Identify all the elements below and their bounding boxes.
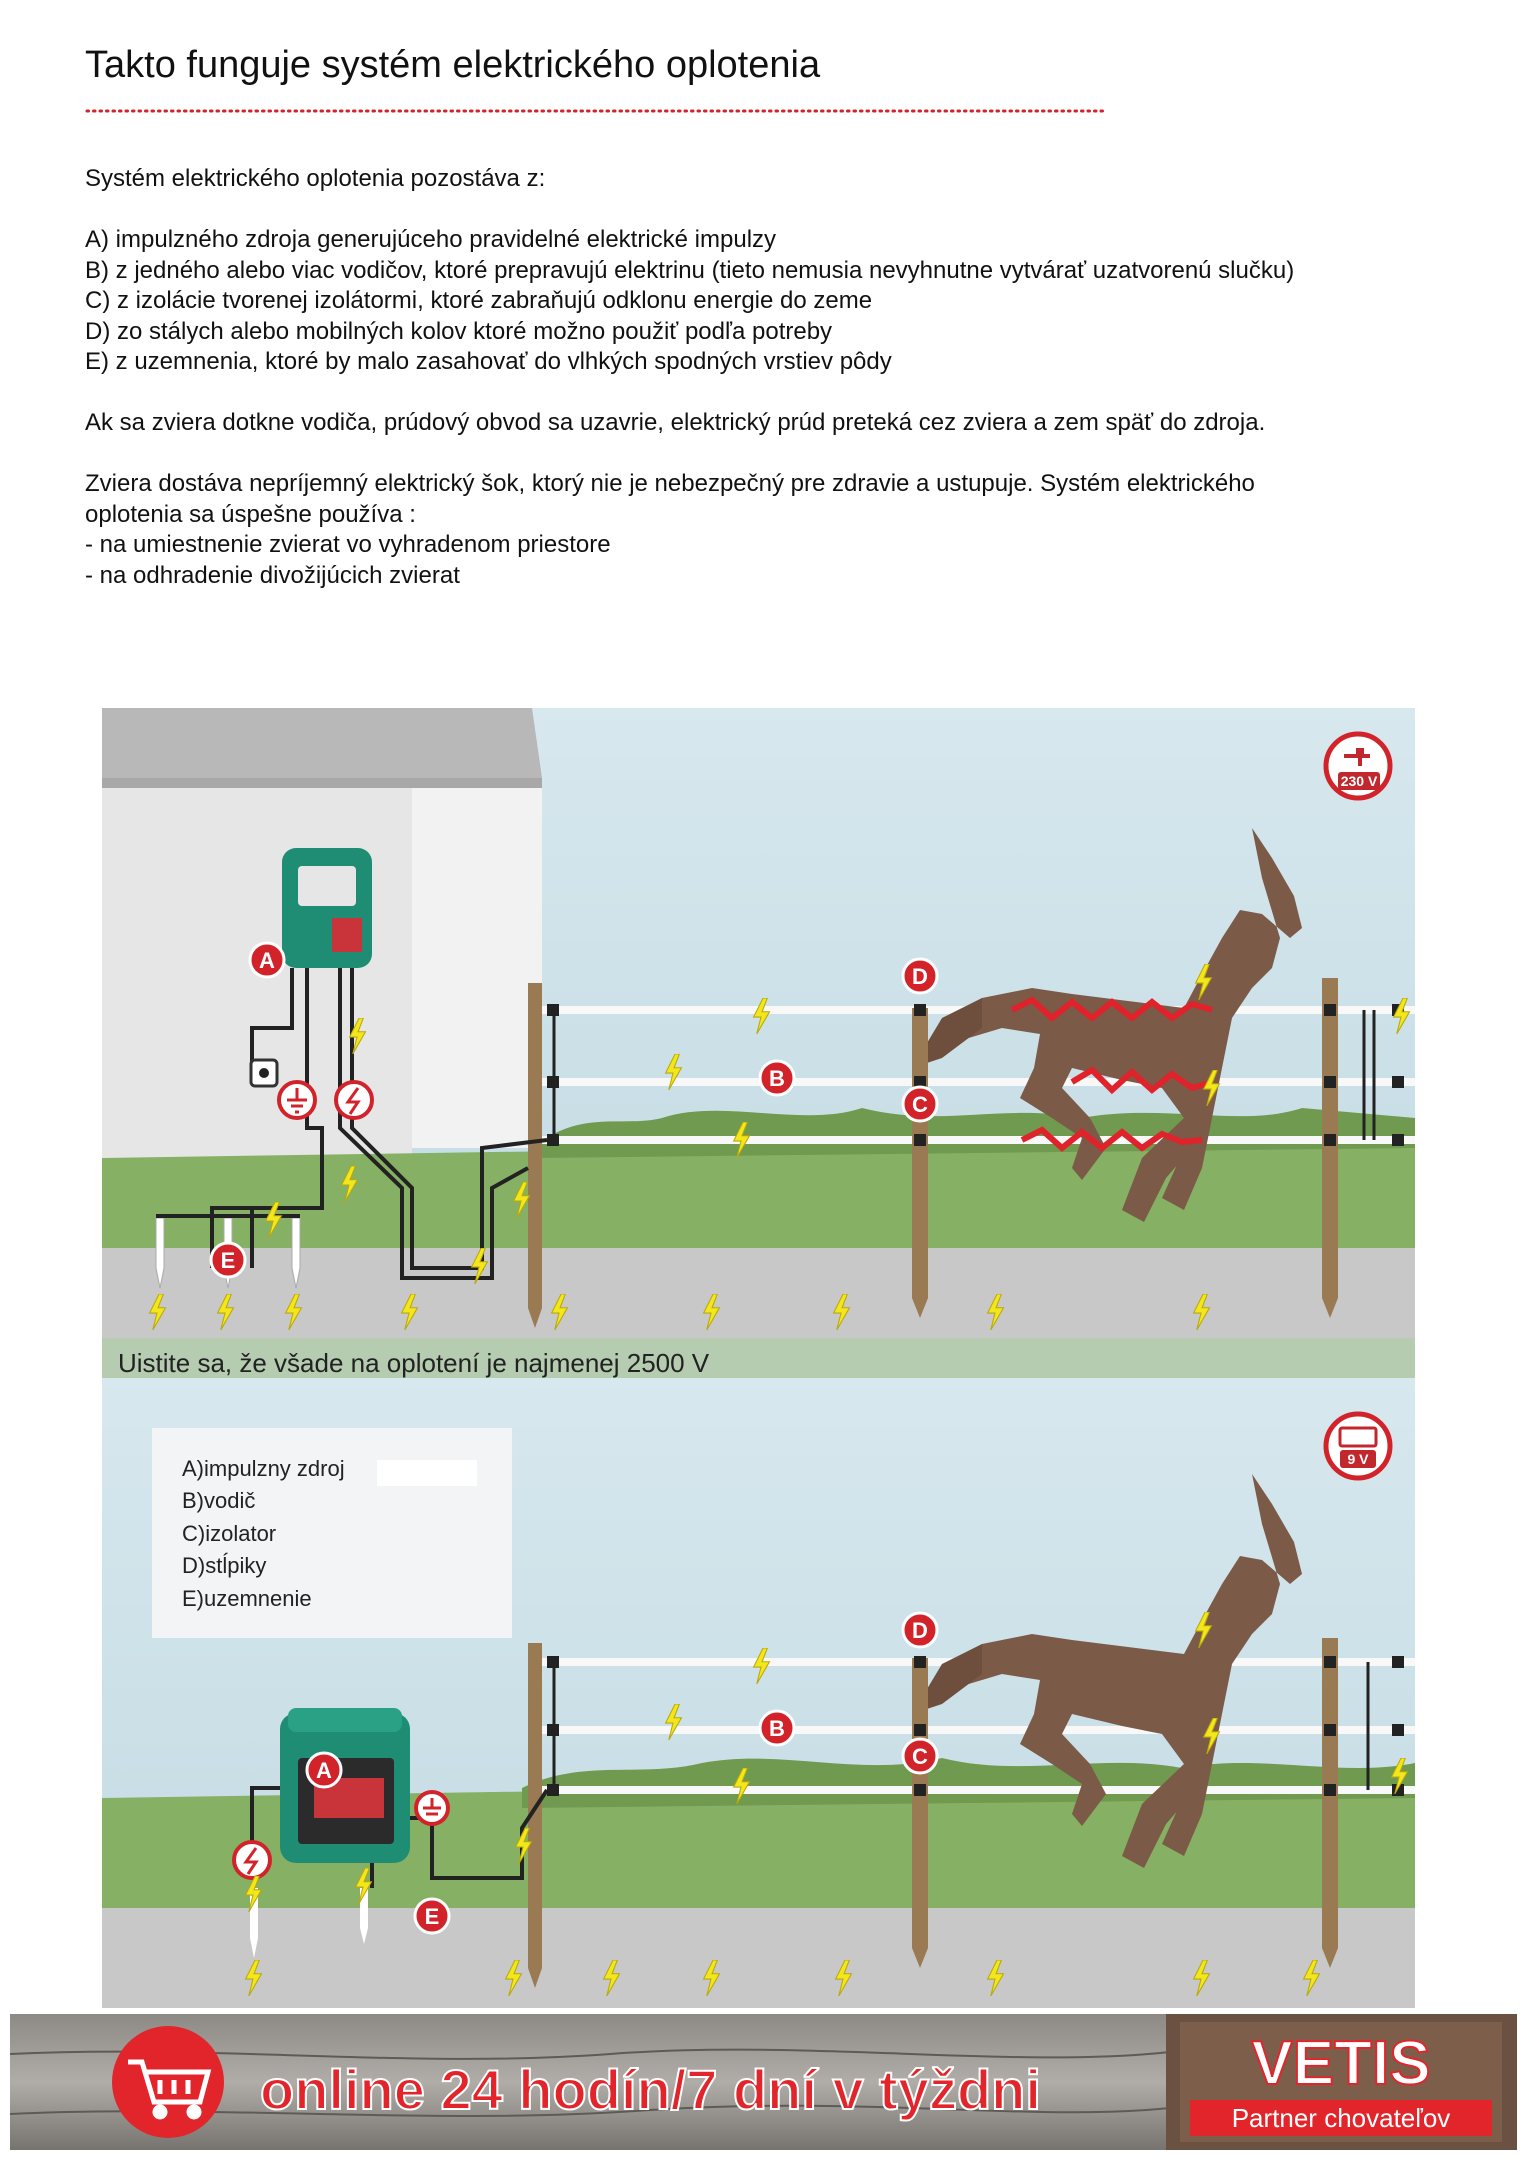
battery-badge — [1326, 1414, 1390, 1478]
component-item-d: D) zo stálych alebo mobilných kolov ktoré možno použiť podľa potreby — [85, 317, 833, 345]
label-a-bottom — [307, 1753, 341, 1787]
svg-text:D: D — [912, 1618, 928, 1643]
intro-text — [85, 164, 1294, 591]
lightning-symbol-icon — [336, 1082, 372, 1118]
legend-item-a: A)impulzny zdroj — [182, 1456, 345, 1481]
promo-banner[interactable] — [10, 2014, 1517, 2150]
svg-text:E: E — [424, 1904, 440, 1929]
svg-text:A: A — [316, 1758, 332, 1783]
banner-cta[interactable]: online 24 hodín/7 dní v týždni — [260, 2058, 1041, 2121]
use-item-2: - na odhradenie divožijúcich zvierat — [85, 561, 460, 589]
lightning-symbol-icon-bottom — [234, 1842, 270, 1878]
top-scene — [102, 708, 1415, 1378]
label-c-top — [903, 1087, 937, 1121]
energizer-top — [282, 848, 372, 968]
label-e-bottom — [415, 1899, 449, 1933]
label-a-top — [250, 943, 284, 977]
svg-text:A: A — [259, 948, 275, 973]
legend-item-c: C)izolator — [182, 1521, 277, 1546]
component-item-e: E) z uzemnenia, ktoré by malo zasahovať do vlhkých spodných vrstiev pôdy — [85, 348, 892, 375]
label-c-bottom — [903, 1739, 937, 1773]
component-item-c: C) z izolácie tvorenej izolátormi, ktoré zabraňujú odklonu energie do zeme — [85, 287, 873, 314]
svg-text:9 V: 9 V — [1347, 1451, 1369, 1467]
svg-text:230 V: 230 V — [1340, 773, 1378, 789]
svg-text:C: C — [912, 1092, 928, 1117]
component-item-a: A) impulzného zdroja generujúceho pravidelné elektrické impulzy — [85, 226, 777, 253]
brand-logo-text: VETIS — [1251, 2029, 1431, 2098]
bottom-scene — [102, 1378, 1415, 2008]
label-b-top — [760, 1061, 794, 1095]
page-title: Takto funguje systém elektrického oplotenia — [85, 44, 821, 86]
label-e-top — [211, 1243, 245, 1277]
intro-heading: Systém elektrického oplotenia pozostáva z: — [85, 165, 546, 192]
dotted-divider — [85, 103, 1105, 117]
svg-text:C: C — [912, 1744, 928, 1769]
brand-tagline: Partner chovateľov — [1231, 2103, 1451, 2133]
label-d-top — [903, 959, 937, 993]
mains-power-badge — [1326, 734, 1390, 798]
legend-item-d: D)stĺpiky — [182, 1553, 267, 1578]
label-b-bottom — [760, 1711, 794, 1745]
circuit-explanation: Ak sa zviera dotkne vodiča, prúdový obvod sa uzavrie, elektrický prúd preteká cez zviera a zem späť do zdroja. — [85, 409, 1266, 436]
svg-text:B: B — [769, 1066, 785, 1091]
energizer-bottom — [280, 1708, 410, 1863]
svg-text:D: D — [912, 964, 928, 989]
voltage-note: Uistite sa, že všade na oplotení je najmenej 2500 V — [118, 1348, 710, 1378]
effect-text-1: Zviera dostáva nepríjemný elektrický šok, ktorý nie je nebezpečný pre zdravie a ustupuje. Systém elektrického — [85, 470, 1255, 497]
component-item-b: B) z jedného alebo viac vodičov, ktoré prepravujú elektrinu (tieto nemusia nevyhnutne vytvárať uzatvorenú slučku) — [85, 256, 1295, 284]
label-d-bottom — [903, 1613, 937, 1647]
fence-diagram — [102, 708, 1415, 2008]
legend-item-b: B)vodič — [182, 1488, 256, 1513]
legend-item-e: E)uzemnenie — [182, 1586, 312, 1611]
use-item-1: - na umiestnenie zvierat vo vyhradenom priestore — [85, 531, 611, 558]
svg-text:E: E — [220, 1248, 236, 1273]
effect-text-2: oplotenia sa úspešne používa : — [85, 500, 416, 528]
svg-text:B: B — [769, 1716, 785, 1741]
